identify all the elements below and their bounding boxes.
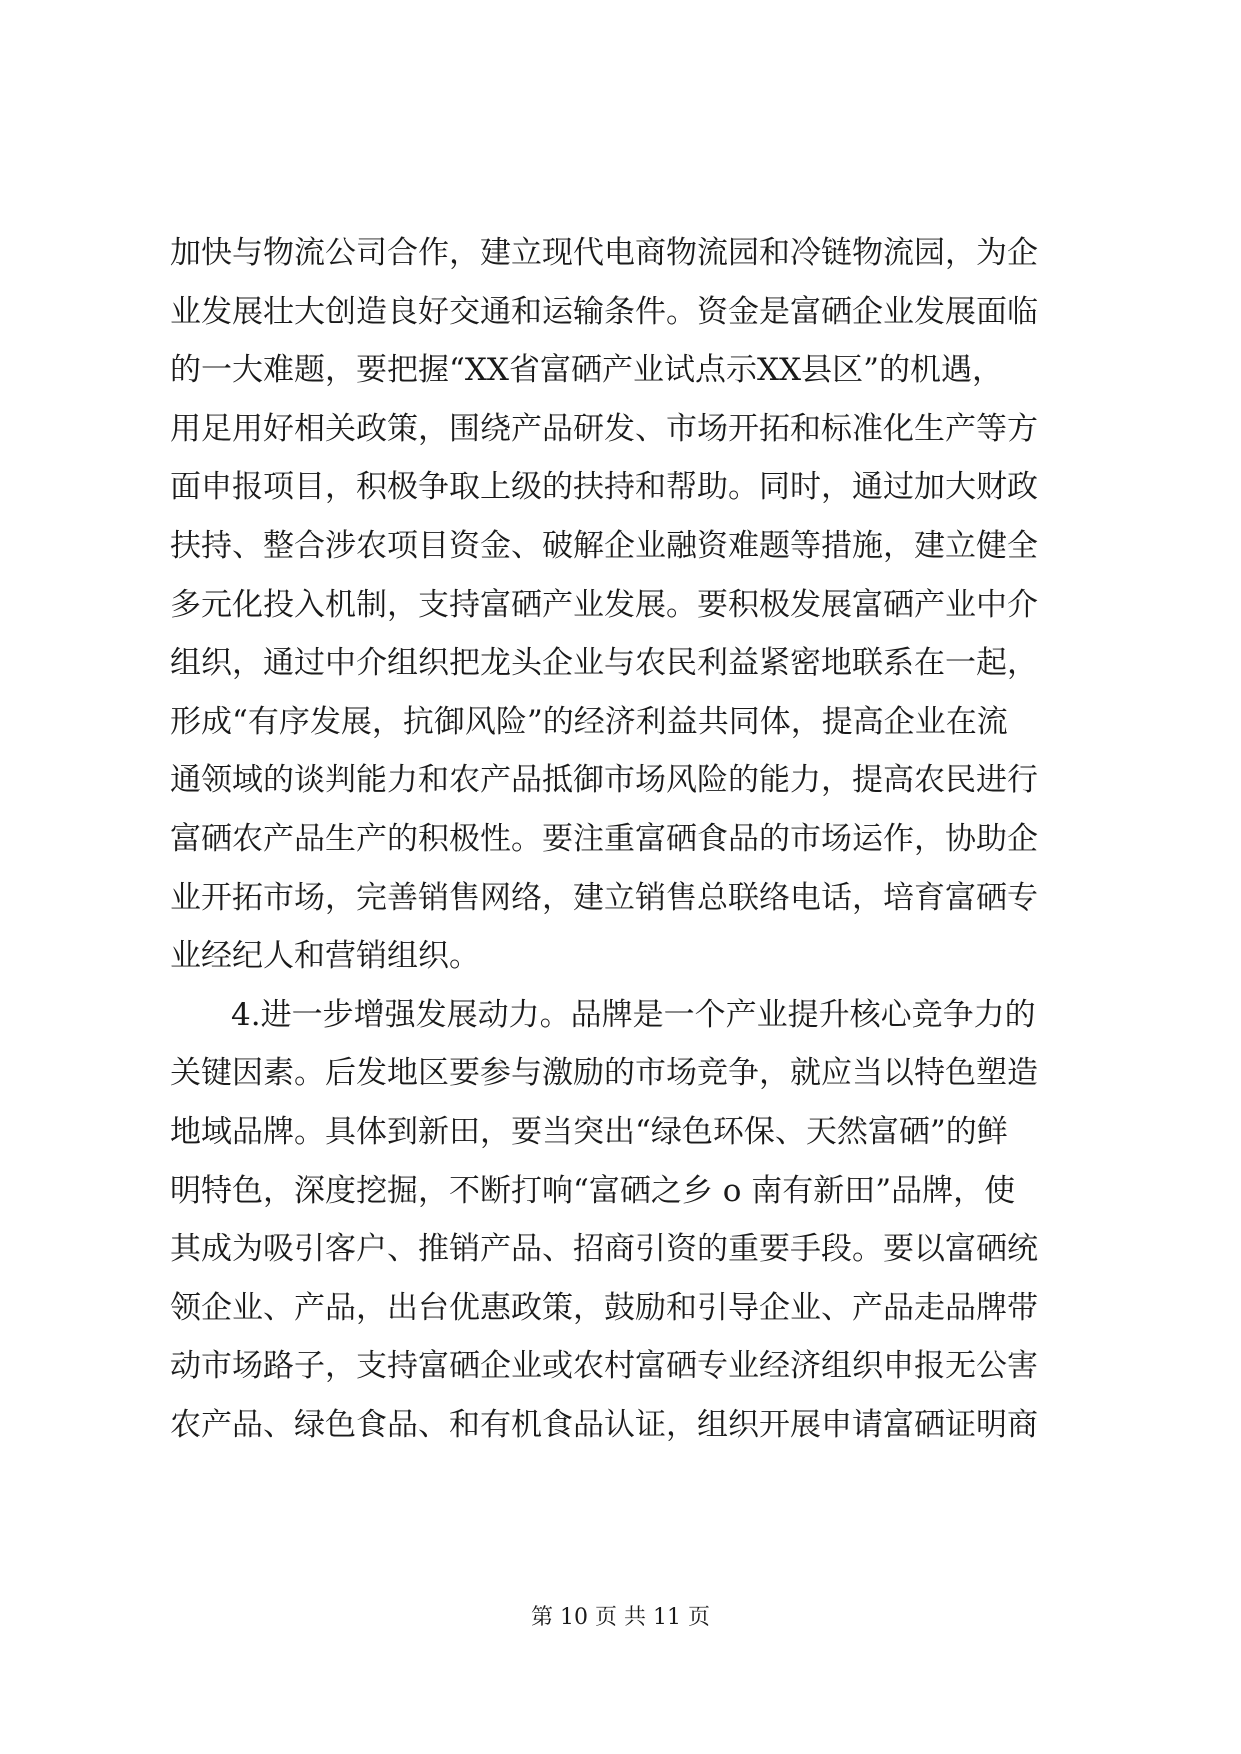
text-line: 组织，通过中介组织把龙头企业与农民利益紧密地联系在一起， (170, 645, 1038, 682)
text-line: 加快与物流公司合作，建立现代电商物流园和冷链物流园，为企 (170, 235, 1038, 271)
text-line: 用足用好相关政策，围绕产品研发、市场开拓和标准化生产等方 (170, 410, 1038, 447)
text-line: 关键因素。后发地区要参与激励的市场竞争，就应当以特色塑造 (170, 1055, 1038, 1092)
text-line: 地域品牌。具体到新田，要当突出“绿色环保、天然富硒”的鲜 (170, 1113, 1008, 1150)
text-line: 业开拓市场，完善销售网络，建立销售总联络电话，培育富硒专 (170, 879, 1038, 916)
text-line: 的一大难题，要把握“XX省富硒产业试点示XX县区”的机遇， (170, 352, 1003, 389)
text-line: 面申报项目，积极争取上级的扶持和帮助。同时，通过加大财政 (170, 469, 1038, 506)
text-line: 富硒农产品生产的积极性。要注重富硒食品的市场运作，协助企 (170, 820, 1038, 857)
text-line: 业发展壮大创造良好交通和运输条件。资金是富硒企业发展面临 (170, 293, 1038, 330)
text-line: 其成为吸引客户、推销产品、招商引资的重要手段。要以富硒统 (170, 1231, 1038, 1268)
text-line: 农产品、绿色食品、和有机食品认证，组织开展申请富硒证明商 (170, 1406, 1038, 1443)
text-line: 多元化投入机制，支持富硒产业发展。要积极发展富硒产业中介 (170, 586, 1038, 623)
text-line: 通领域的谈判能力和农产品抵御市场风险的能力，提高农民进行 (170, 762, 1038, 799)
text-line: 业经纪人和营销组织。 (170, 938, 480, 975)
text-line: 动市场路子，支持富硒企业或农村富硒专业经济组织申报无公害 (170, 1348, 1038, 1385)
text-line: 形成“有序发展，抗御风险”的经济利益共同体，提高企业在流 (170, 703, 1008, 740)
text-line: 扶持、整合涉农项目资金、破解企业融资难题等措施，建立健全 (170, 527, 1038, 564)
document-body (170, 224, 1080, 1454)
text-line: 领企业、产品，出台优惠政策，鼓励和引导企业、产品走品牌带 (170, 1289, 1038, 1326)
text-line: 明特色，深度挖掘，不断打响“富硒之乡 o 南有新田”品牌，使 (170, 1172, 1016, 1209)
page-footer: 第 10 页 共 11 页 (531, 1605, 710, 1630)
text-line-paragraph-start: 4.进一步增强发展动力。品牌是一个产业提升核心竞争力的 (231, 996, 1036, 1033)
